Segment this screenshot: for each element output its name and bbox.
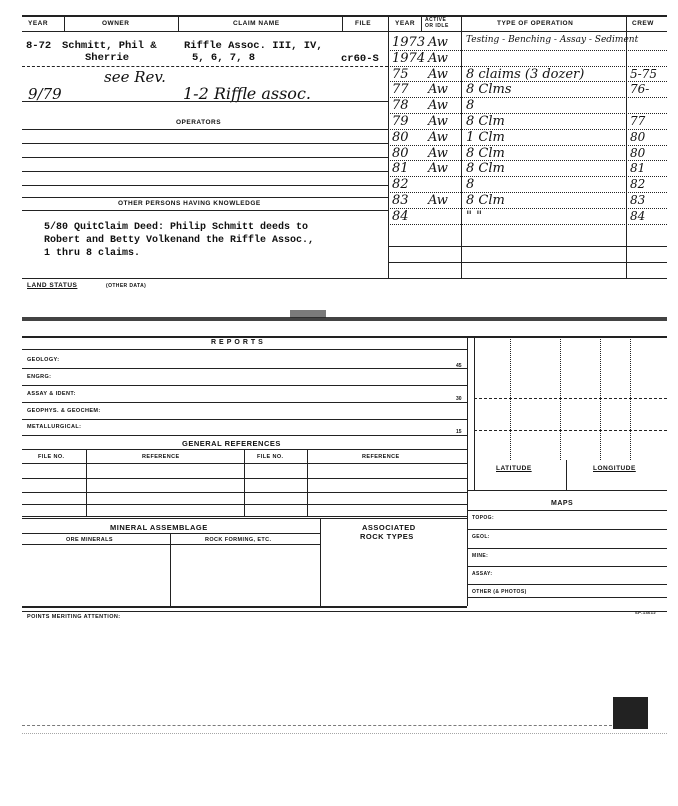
activity-operation: Testing - Benching - Assay - Sediment xyxy=(466,35,639,45)
col-header-type-of-operation: TYPE OF OPERATION xyxy=(497,20,574,27)
activity-operation: 8 xyxy=(466,177,475,193)
claim-name-line1: Riffle Assoc. III, IV, xyxy=(184,40,323,52)
rock-types-label: ROCK TYPES xyxy=(360,532,414,541)
activity-operation: 8 Clm xyxy=(466,114,505,129)
owner-date: 8-72 xyxy=(26,40,52,52)
activity-year: 79 xyxy=(392,114,409,129)
activity-status: Aw xyxy=(428,50,448,66)
owner-name-line2: Sherrie xyxy=(85,52,130,64)
activity-status: Aw xyxy=(428,129,448,145)
col-header-year-2: YEAR xyxy=(395,20,416,27)
activity-status: Aw xyxy=(428,161,448,177)
activity-operation: 8 Clm xyxy=(466,193,505,208)
top-border xyxy=(22,15,667,17)
header-rule xyxy=(22,31,667,32)
activity-year: 1974 xyxy=(392,50,426,66)
associated-label: ASSOCIATED xyxy=(362,523,416,532)
mineral-assemblage-title: MINERAL ASSEMBLAGE xyxy=(110,523,208,532)
map-topog: TOPOG: xyxy=(472,515,495,521)
latitude-label: LATITUDE xyxy=(496,465,532,472)
scale-mark-15: 15 xyxy=(456,429,462,435)
activity-row-rule xyxy=(388,176,667,177)
scale-mark-45: 45 xyxy=(456,363,462,369)
activity-year: 77 xyxy=(392,82,409,98)
col-reference-2: REFERENCE xyxy=(362,454,400,460)
map-mine: MINE: xyxy=(472,553,489,559)
handwritten-date: 9/79 xyxy=(28,85,62,103)
map-assay: ASSAY: xyxy=(472,571,493,577)
activity-status: Aw xyxy=(428,82,448,98)
report-geology: GEOLOGY: xyxy=(27,357,60,363)
left-right-divider xyxy=(388,15,389,279)
reports-title: REPORTS xyxy=(211,339,266,346)
activity-crew: 80 xyxy=(630,145,646,160)
activity-status: Aw xyxy=(428,98,448,114)
map-geol: GEOL: xyxy=(472,534,490,540)
activity-year: 1973 xyxy=(392,35,426,50)
report-engrg: ENGRG: xyxy=(27,374,52,380)
activity-crew: 77 xyxy=(630,114,646,128)
report-assay: ASSAY & IDENT: xyxy=(27,391,76,397)
activity-year: 80 xyxy=(392,129,409,145)
activity-crew: 81 xyxy=(630,161,646,176)
activity-crew: 84 xyxy=(630,208,646,223)
col-file-no-1: FILE NO. xyxy=(38,454,65,460)
fold-shadow xyxy=(22,317,667,321)
map-other-photos: OTHER (& PHOTOS) xyxy=(472,589,527,595)
activity-crew: 76- xyxy=(630,82,650,97)
activity-operation: 8 xyxy=(466,98,475,114)
other-persons-label: OTHER PERSONS HAVING KNOWLEDGE xyxy=(118,200,261,207)
report-geophys: GEOPHYS. & GEOCHEM: xyxy=(27,408,101,414)
claim-name-line2: 5, 6, 7, 8 xyxy=(192,52,256,64)
remarks-line3: 1 thru 8 claims. xyxy=(44,248,141,259)
activity-year: 75 xyxy=(392,66,409,82)
activity-row-rule xyxy=(388,208,667,209)
col-header-active-idle: ACTIVE OR IDLE xyxy=(425,17,449,29)
activity-year: 78 xyxy=(392,98,409,114)
general-references-title: GENERAL REFERENCES xyxy=(182,439,281,448)
longitude-label: LONGITUDE xyxy=(593,465,636,472)
rock-forming-label: ROCK FORMING, ETC. xyxy=(205,537,272,543)
activity-year: 83 xyxy=(392,193,409,208)
operators-label: OPERATORS xyxy=(176,119,222,126)
handwritten-claim: 1-2 Riffle assoc. xyxy=(183,84,311,103)
activity-crew: 83 xyxy=(630,193,646,207)
activity-status: Aw xyxy=(428,114,448,129)
col-file-no-2: FILE NO. xyxy=(257,454,284,460)
land-status-sub: (OTHER DATA) xyxy=(106,283,147,289)
form-number: SP-14612 xyxy=(635,610,656,615)
ore-minerals-label: ORE MINERALS xyxy=(66,537,113,543)
activity-crew: 5-75 xyxy=(630,66,657,81)
col-header-file: FILE xyxy=(355,20,372,27)
col-header-claim-name: CLAIM NAME xyxy=(233,20,280,27)
col-header-year: YEAR xyxy=(28,20,49,27)
remarks-line1: 5/80 QuitClaim Deed: Philip Schmitt deeds to xyxy=(44,222,309,233)
land-status-label: LAND STATUS xyxy=(27,282,78,289)
col-header-crew: CREW xyxy=(632,20,654,27)
activity-operation: 8 Clm xyxy=(466,145,505,161)
scan-artifact-block xyxy=(613,697,648,729)
activity-operation: 8 Clms xyxy=(466,82,512,98)
activity-crew: 82 xyxy=(630,177,646,192)
activity-status: Aw xyxy=(428,193,448,208)
activity-operation: 8 claims (3 dozer) xyxy=(466,66,585,82)
activity-status: Aw xyxy=(428,35,448,50)
activity-status: Aw xyxy=(428,145,448,161)
remarks-line2: Robert and Betty Volkenand the Riffle Assoc., xyxy=(44,235,315,246)
owner-name-line1: Schmitt, Phil & xyxy=(62,40,157,52)
scale-mark-30: 30 xyxy=(456,396,462,402)
activity-operation: " " xyxy=(466,208,483,224)
file-number: cr60-S xyxy=(341,53,379,65)
activity-year: 84 xyxy=(392,208,409,224)
points-meriting-attention-label: POINTS MERITING ATTENTION: xyxy=(27,614,121,620)
report-metallurgical: METALLURGICAL: xyxy=(27,424,82,430)
activity-crew: 80 xyxy=(630,129,646,144)
activity-year: 81 xyxy=(392,161,409,177)
handwritten-see-rev: see Rev. xyxy=(104,68,166,86)
activity-operation: 8 Clm xyxy=(466,161,505,177)
col-reference-1: REFERENCE xyxy=(142,454,180,460)
activity-year: 80 xyxy=(392,145,409,161)
activity-operation: 1 Clm xyxy=(466,129,505,145)
activity-row-rule xyxy=(388,224,667,225)
col-header-owner: OWNER xyxy=(102,20,130,27)
activity-year: 82 xyxy=(392,177,409,193)
activity-status: Aw xyxy=(428,66,448,82)
maps-title: MAPS xyxy=(551,500,574,507)
